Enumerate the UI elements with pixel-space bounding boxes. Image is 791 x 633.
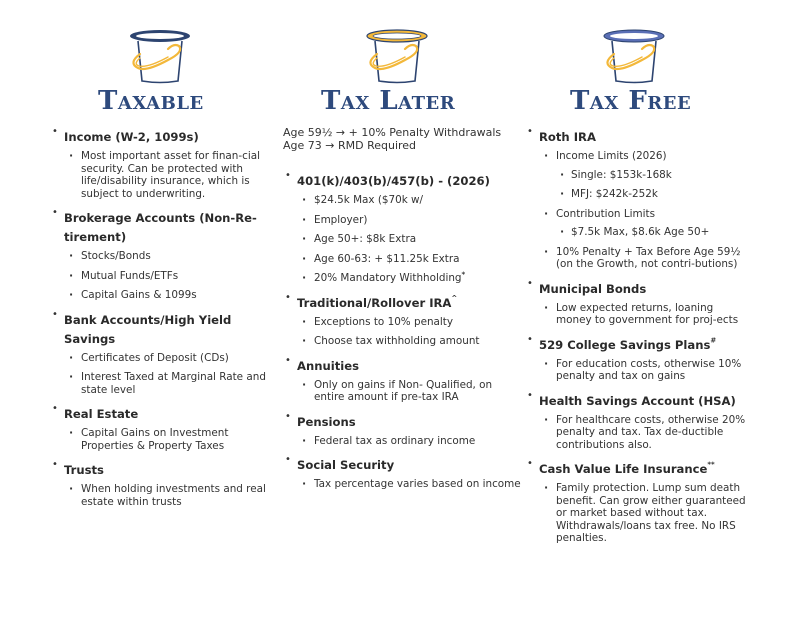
list-subitem: · For healthcare costs, otherwise 20% penalty and tax. Tax de-ductible contributions also. [539, 414, 750, 452]
list-item-income: • Income (W-2, 1099s) · Most important asset for finan-cial security. Can be protected with life/disability insurance, which is subject to underwriting. [50, 126, 282, 200]
list-subsubitem: · MFJ: $242k-252k [556, 188, 750, 201]
list-subitem: · Family protection. Lump sum death benefit. Can grow either guaranteed or market based without tax. Withdrawals/loans tax free. No IRS penalties. [539, 482, 750, 545]
bucket-icon [365, 27, 429, 85]
footnote-mark: * [461, 270, 466, 279]
list-subsubitem: · Single: $153k-168k [556, 169, 750, 182]
list-subitem: · 10% Penalty + Tax Before Age 59½ (on the Growth, not contri-butions) [539, 246, 750, 271]
list-subitem: · Capital Gains on Investment Properties & Property Taxes [64, 427, 282, 452]
list-subitem: · Tax percentage varies based on income [297, 478, 523, 491]
list-subitem: · Age 60-63: + $11.25k Extra [297, 253, 523, 266]
list-subitem: · For education costs, otherwise 10% penalty and tax on gains [539, 358, 750, 383]
bucket-icon [602, 27, 666, 85]
list-subitem: · Most important asset for finan-cial security. Can be protected with life/disability insurance, which is subject to underwriting. [64, 150, 282, 200]
list-item-401k: • 401(k)/403(b)/457(b) - (2026) · $24.5k Max ($70k w/ · Employer) · Age 50+: $8k Extra · Age 60-63: + $11.25k Extra · 20% Mandatory Withholding* [283, 170, 523, 285]
list-subitem: · Low expected returns, loaning money to government for proj-ects [539, 302, 750, 327]
column-title: Tax Later [321, 86, 456, 116]
list-subitem: · Certificates of Deposit (CDs) [64, 352, 282, 365]
bucket-icon [128, 27, 192, 85]
list-item-hsa: • Health Savings Account (HSA) · For healthcare costs, otherwise 20% penalty and tax. Tax de-ductible contributions also. [525, 390, 750, 452]
age-rule-line: Age 59½ → + 10% Penalty Withdrawals [283, 126, 502, 139]
list-subitem: · Employer) [297, 214, 523, 227]
taxable-list [50, 126, 282, 515]
list-subsubitem: · $7.5k Max, $8.6k Age 50+ [556, 226, 750, 239]
list-subitem: · Contribution Limits · $7.5k Max, $8.6k Age 50+ [539, 208, 750, 239]
list-subitem: · $24.5k Max ($70k w/ [297, 194, 523, 207]
list-item-trusts: • Trusts · When holding investments and real estate within trusts [50, 459, 282, 508]
list-subitem: · Only on gains if Non- Qualified, on entire amount if pre-tax IRA [297, 379, 523, 404]
list-item-bank-accounts: • Bank Accounts/High Yield Savings · Certificates of Deposit (CDs) · Interest Taxed at Marginal Rate and state level [50, 309, 282, 397]
footnote-mark: ** [707, 460, 715, 469]
list-subitem: · Capital Gains & 1099s [64, 289, 282, 302]
column-title: Tax Free [570, 86, 692, 116]
list-item-roth-ira: • Roth IRA · Income Limits (2026) · Single: $153k-168k · MFJ: $242k-252k · Contribution Limits · $7.5k Max, $8.6k Age 50+ · 10% Penalty + Tax Before Age 59½ (on the Growth, not contri-butions) [525, 126, 750, 271]
tax-later-list [283, 126, 523, 498]
list-item-social-security: • Social Security · Tax percentage varies based on income [283, 454, 523, 491]
list-subitem: · Federal tax as ordinary income [297, 435, 523, 448]
list-subitem: · 20% Mandatory Withholding* [297, 272, 523, 285]
list-item-municipal-bonds: • Municipal Bonds · Low expected returns, loaning money to government for proj-ects [525, 278, 750, 327]
list-item-traditional-ira: • Traditional/Rollover IRA^ · Exceptions to 10% penalty · Choose tax withholding amount [283, 292, 523, 348]
list-subitem: · Mutual Funds/ETFs [64, 270, 282, 283]
tax-free-list [525, 126, 750, 552]
column-title: Taxable [98, 86, 204, 116]
footnote-mark: # [710, 336, 717, 345]
list-subitem: · Stocks/Bonds [64, 250, 282, 263]
list-subitem: · When holding investments and real estate within trusts [64, 483, 282, 508]
list-item-cash-value-life: • Cash Value Life Insurance** · Family protection. Lump sum death benefit. Can grow either guaranteed or market based without tax. Withdrawals/loans tax free. No IRS penalties. [525, 458, 750, 545]
list-item-brokerage: • Brokerage Accounts (Non-Re-tirement) · Stocks/Bonds · Mutual Funds/ETFs · Capital Gains & 1099s [50, 207, 282, 302]
list-subitem: · Interest Taxed at Marginal Rate and state level [64, 371, 282, 396]
footnote-mark: ^ [451, 294, 458, 303]
list-item-annuities: • Annuities · Only on gains if Non- Qualified, on entire amount if pre-tax IRA [283, 355, 523, 404]
list-item-529-plans: • 529 College Savings Plans# · For education costs, otherwise 10% penalty and tax on gains [525, 334, 750, 383]
list-subitem: · Income Limits (2026) · Single: $153k-168k · MFJ: $242k-252k [539, 150, 750, 201]
age-rules [283, 126, 523, 152]
list-item-pensions: • Pensions · Federal tax as ordinary income [283, 411, 523, 448]
age-rule-line: Age 73 → RMD Required [283, 139, 417, 152]
list-subitem: · Age 50+: $8k Extra [297, 233, 523, 246]
list-subitem: · Choose tax withholding amount [297, 335, 523, 348]
list-subitem: · Exceptions to 10% penalty [297, 316, 523, 329]
list-item-real-estate: • Real Estate · Capital Gains on Investment Properties & Property Taxes [50, 403, 282, 452]
